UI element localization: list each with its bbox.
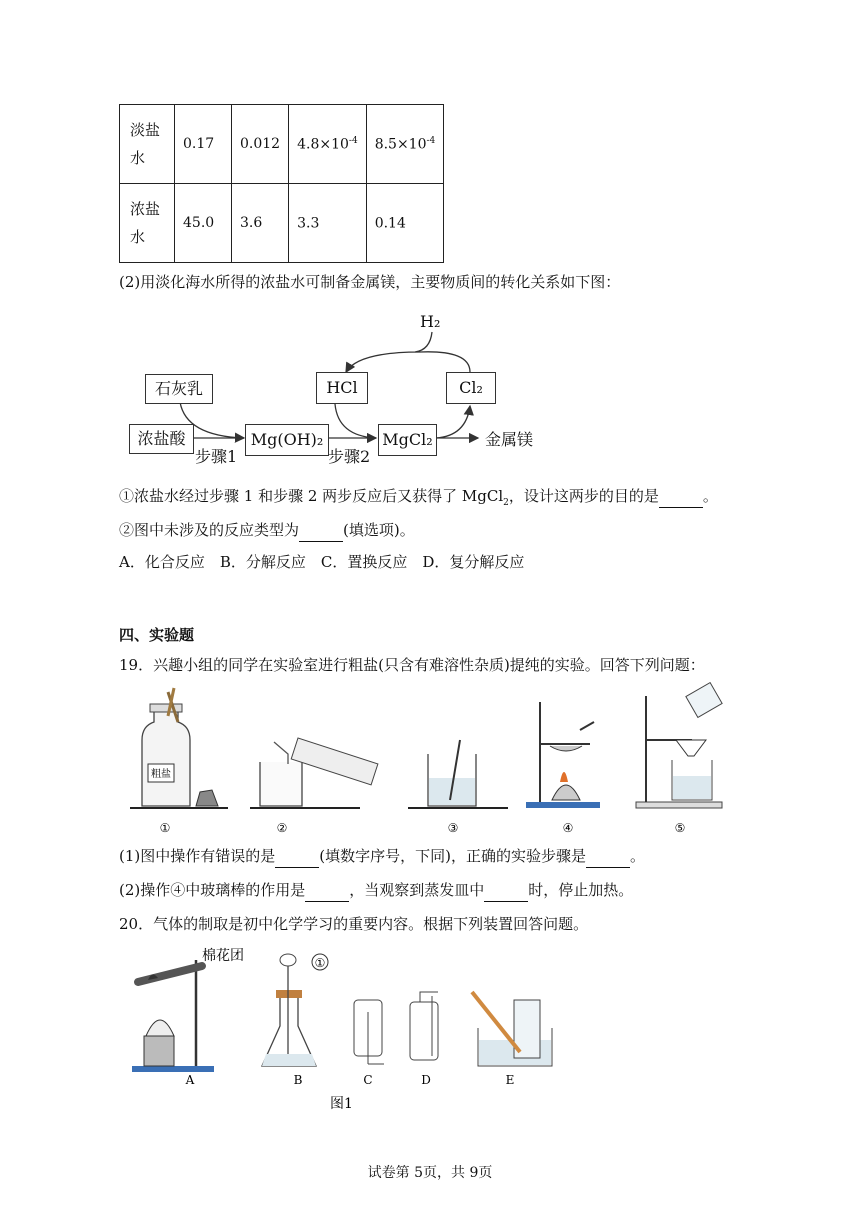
limewater-box: 石灰乳	[145, 374, 213, 404]
q19-part2: (2)操作④中玻璃棒的作用是 ，当观察到蒸发皿中 时，停止加热。	[119, 879, 633, 902]
fig-label: ①	[159, 821, 171, 835]
apparatus-e	[472, 992, 552, 1066]
table-cell: 3.6	[232, 184, 289, 263]
answer-blank[interactable]	[305, 879, 349, 902]
app-label: B	[293, 1073, 303, 1087]
q20-figure	[120, 944, 570, 1114]
brine-box: 浓盐酸	[129, 424, 194, 454]
q18-options: A．化合反应 B．分解反应 C．置换反应 D．复分解反应	[119, 553, 525, 571]
mgcl2-box: MgCl₂	[378, 424, 437, 456]
q19-part1: (1)图中操作有错误的是 (填数字序号，下同)，正确的实验步骤是 。	[119, 845, 645, 868]
cl2-box: Cl₂	[446, 372, 496, 404]
funnel-mark: ①	[314, 956, 326, 970]
q19-stem: 19．兴趣小组的同学在实验室进行粗盐(只含有难溶性杂质)提纯的实验。回答下列问题：	[119, 656, 705, 674]
row-label: 浓盐水	[120, 184, 175, 263]
table-cell: $4.8\times 10^{-4}$	[289, 105, 367, 184]
table-cell: 45.0	[175, 184, 232, 263]
table-cell: 3.3	[289, 184, 367, 263]
table-cell: $8.5\times 10^{-4}$	[366, 105, 444, 184]
app-label: D	[421, 1073, 431, 1087]
answer-blank[interactable]	[299, 519, 343, 542]
dissolving-illustration	[250, 738, 378, 808]
fig-label: ③	[447, 821, 459, 835]
app-label: A	[185, 1073, 195, 1087]
fig-label: ④	[562, 821, 574, 835]
answer-blank[interactable]	[275, 845, 319, 868]
page-footer: 试卷第 5页，共 9页	[367, 1165, 493, 1181]
figure-caption: 图1	[330, 1096, 353, 1112]
flow-arrows	[0, 0, 860, 480]
app-label: E	[505, 1073, 515, 1087]
hcl-box: HCl	[316, 372, 368, 404]
h2-label: H₂	[420, 312, 441, 331]
table-cell: 0.14	[366, 184, 444, 263]
fig-label: ②	[276, 821, 288, 835]
metal-mg-label: 金属镁	[485, 430, 534, 449]
apparatus-d	[410, 992, 438, 1060]
answer-blank[interactable]	[586, 845, 630, 868]
step2-label: 步骤2	[328, 447, 371, 466]
q18-sub2: ②图中未涉及的反应类型为 (填选项)。	[119, 519, 415, 542]
row-label: 淡盐水	[120, 105, 175, 184]
cotton-label: 棉花团	[202, 948, 244, 964]
table-cell: 0.17	[175, 105, 232, 184]
fig-label: ⑤	[674, 821, 686, 835]
apparatus-c	[354, 1000, 384, 1064]
answer-blank[interactable]	[484, 879, 528, 902]
answer-blank[interactable]	[659, 485, 703, 508]
q18-part2-intro: (2)用淡化海水所得的浓盐水可制备金属镁，主要物质间的转化关系如下图：	[119, 273, 621, 291]
evaporation-illustration	[526, 702, 600, 808]
apparatus-b	[262, 954, 328, 1066]
q18-sub1: ①浓盐水经过步骤 1 和步骤 2 两步反应后又获得了 MgCl$_2$，设计这两步的目的是 。	[119, 487, 718, 508]
salt-jar-illustration	[130, 688, 228, 808]
mgoh2-box: Mg(OH)₂	[245, 424, 329, 456]
apparatus-a	[132, 947, 244, 1072]
q19-figure	[120, 682, 740, 838]
table-cell: 0.012	[232, 105, 289, 184]
app-label: C	[363, 1073, 373, 1087]
filtration-illustration	[636, 683, 722, 808]
jar-label: 粗盐	[151, 769, 171, 780]
section-heading: 四、实验题	[119, 626, 195, 644]
stirring-illustration	[408, 740, 508, 808]
step1-label: 步骤1	[195, 447, 238, 466]
q20-stem: 20．气体的制取是初中化学学习的重要内容。根据下列装置回答问题。	[119, 915, 589, 933]
